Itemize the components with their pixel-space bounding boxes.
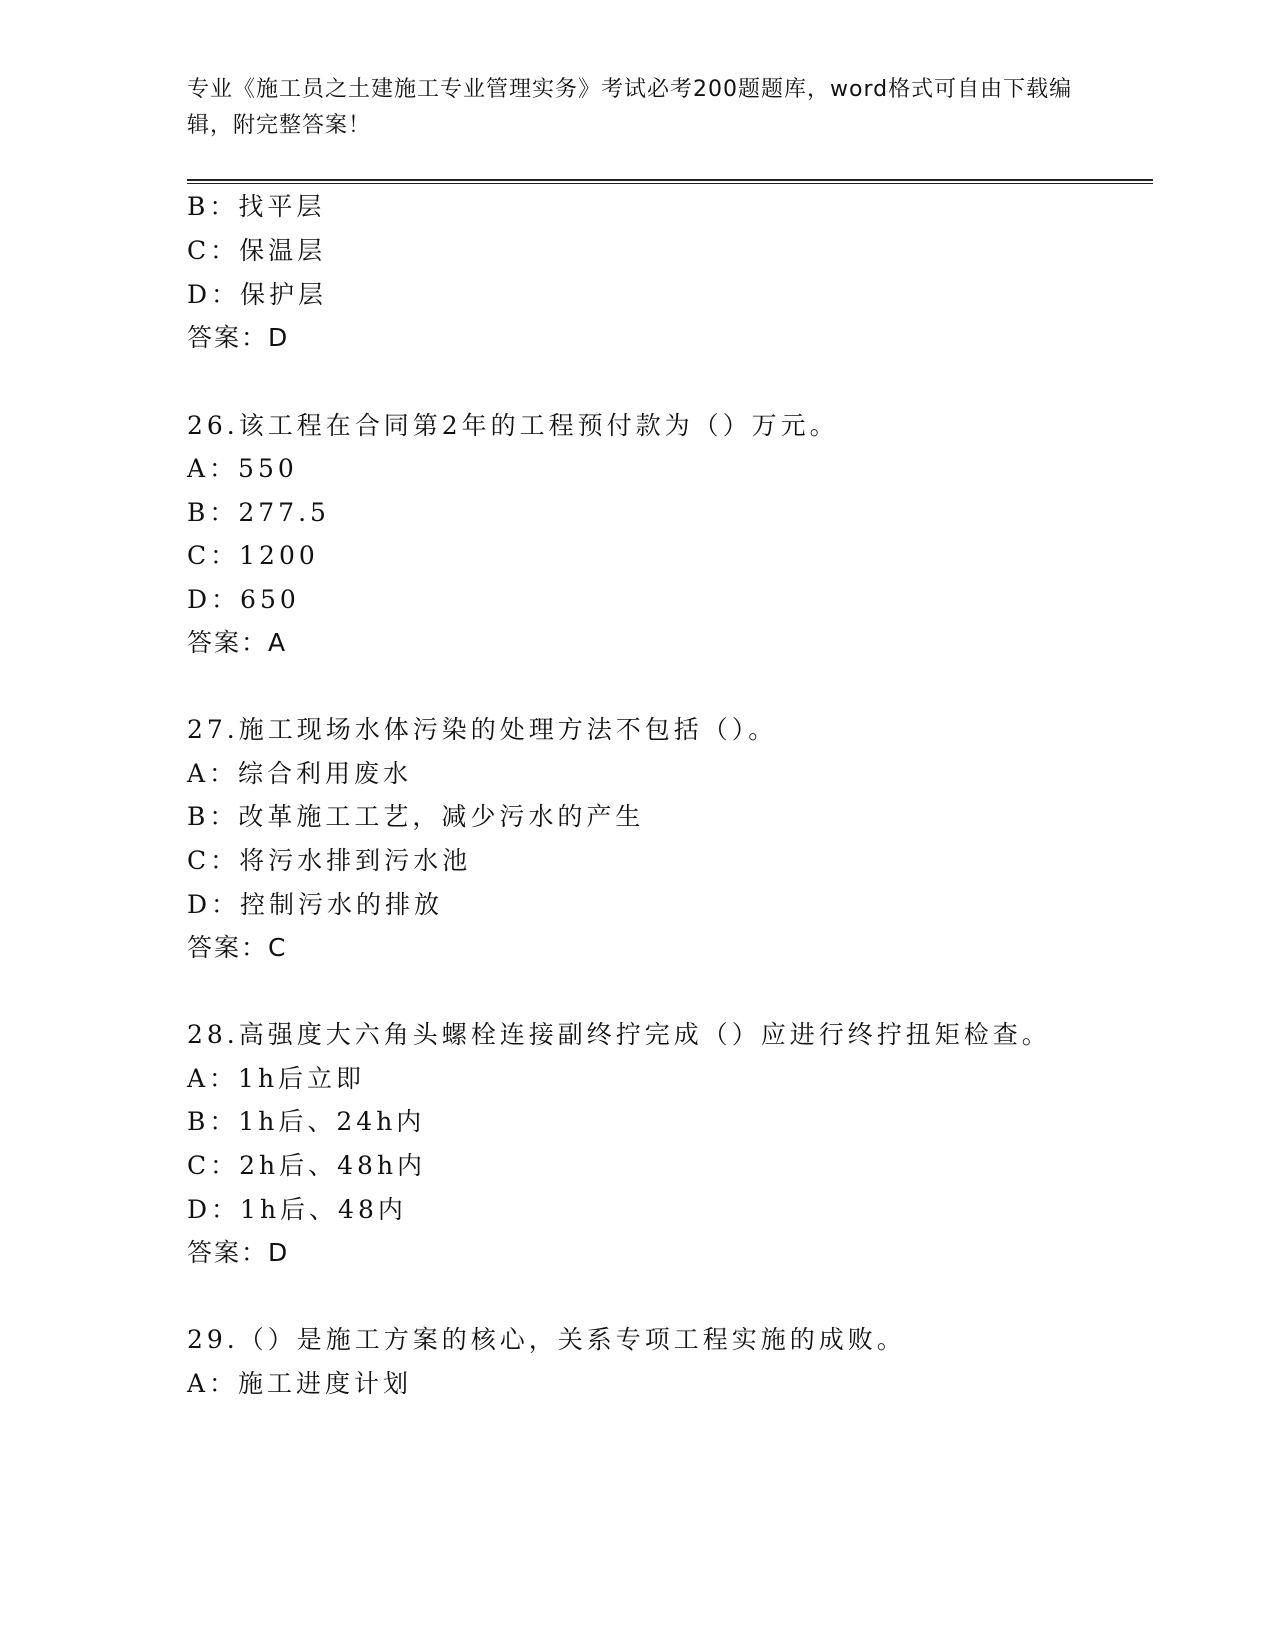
header-divider-thin [187, 183, 1153, 184]
q26-option-d: D：650 [187, 585, 300, 614]
q26-option-b: B：277.5 [187, 498, 330, 527]
q28-answer: 答案：D [187, 1238, 290, 1267]
q25-option-b: B：找平层 [187, 192, 326, 221]
q27-option-d: D：控制污水的排放 [187, 890, 444, 919]
q27-option-a: A：综合利用废水 [187, 759, 413, 788]
q27-option-c: C：将污水排到污水池 [187, 846, 472, 875]
q28-question: 28.高强度大六角头螺栓连接副终拧完成（）应进行终拧扭矩检查。 [187, 1020, 1051, 1049]
q29-question: 29.（）是施工方案的核心，关系专项工程实施的成败。 [187, 1325, 906, 1354]
document-header: 专业《施工员之土建施工专业管理实务》考试必考200题题库，word格式可自由下载编辑，附完整答案！ [187, 77, 1073, 138]
q25-option-d: D：保护层 [187, 280, 328, 309]
q27-answer: 答案：C [187, 933, 288, 962]
q28-option-d: D：1h后、48内 [187, 1195, 407, 1224]
q25-answer: 答案：D [187, 323, 290, 352]
q28-option-b: B：1h后、24h内 [187, 1107, 426, 1136]
q28-option-a: A：1h后立即 [187, 1064, 366, 1093]
q25-option-c: C：保温层 [187, 236, 327, 265]
q28-option-c: C：2h后、48h内 [187, 1151, 427, 1180]
q26-question: 26.该工程在合同第2年的工程预付款为（）万元。 [187, 411, 839, 440]
q29-option-a: A：施工进度计划 [187, 1369, 413, 1398]
q26-option-a: A：550 [187, 454, 298, 483]
q26-option-c: C：1200 [187, 541, 319, 570]
q27-question: 27.施工现场水体污染的处理方法不包括（）。 [187, 715, 778, 744]
q26-answer: 答案：A [187, 628, 288, 657]
header-divider-thick [187, 179, 1153, 181]
q27-option-b: B：改革施工工艺，减少污水的产生 [187, 802, 645, 831]
